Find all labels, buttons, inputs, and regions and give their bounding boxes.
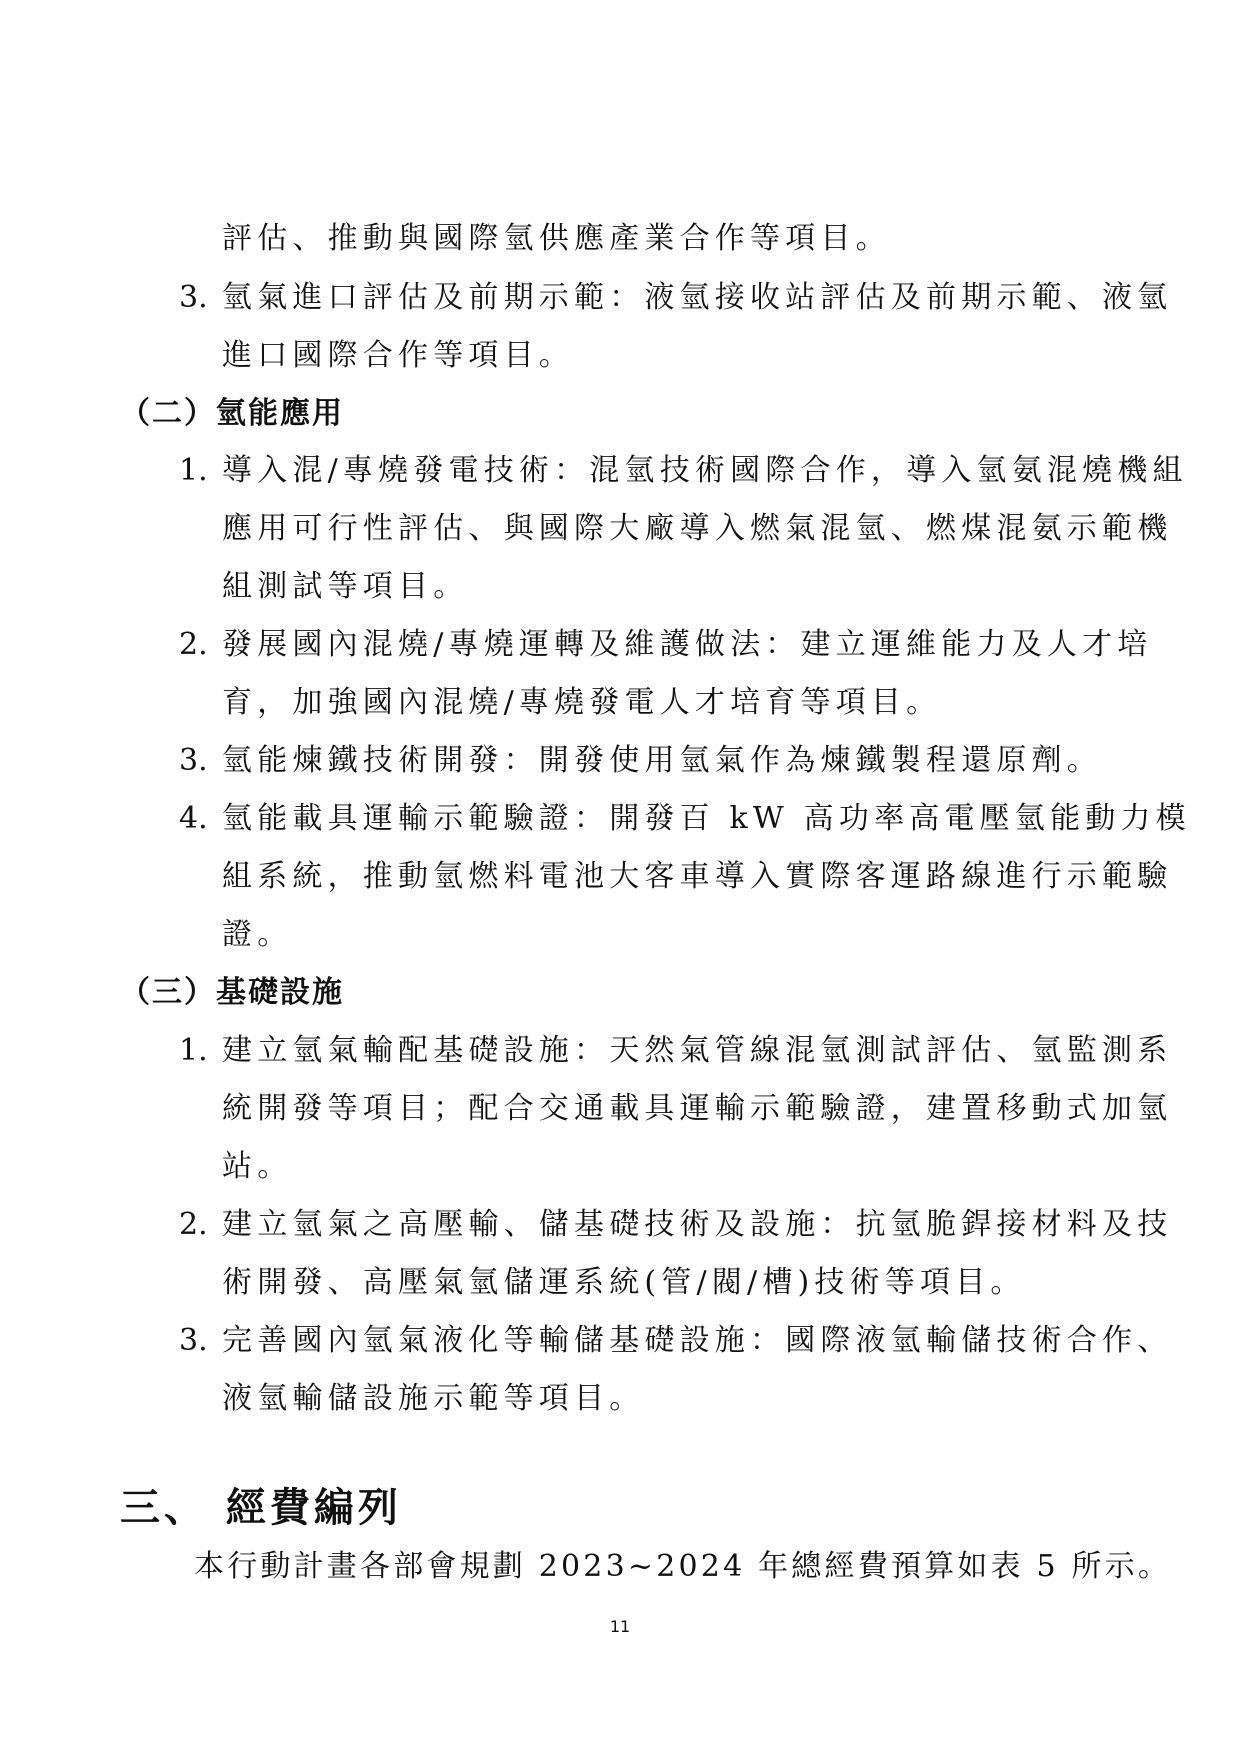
page-number: 11 <box>609 1617 631 1636</box>
list-item-text-line: 氫氣進口評估及前期示範：液氫接收站評估及前期示範、液氫 <box>222 280 1173 315</box>
list-item-text-line: 組測試等項目。 <box>222 569 469 604</box>
list-item-text-line: 氫能煉鐵技術開發：開發使用氫氣作為煉鐵製程還原劑。 <box>222 743 1102 778</box>
list-item-text-line: 導入混/專燒發電技術：混氫技術國際合作，導入氫氨混燒機組 <box>222 453 1188 488</box>
list-item-number: 4. <box>179 801 208 836</box>
list-item-text-line: 氫能載具運輸示範驗證：開發百 kW 高功率高電壓氫能動力模 <box>222 801 1191 836</box>
list-item-text-line: 育，加強國內混燒/專燒發電人才培育等項目。 <box>222 685 942 720</box>
list-item-text-line: 評估、推動與國際氫供應產業合作等項目。 <box>222 221 891 256</box>
list-item-text-line: 發展國內混燒/專燒運轉及維護做法：建立運維能力及人才培 <box>222 627 1153 662</box>
list-item-number: 1. <box>179 453 208 488</box>
list-item-number: 3. <box>179 1323 208 1358</box>
list-item-text-line: 進口國際合作等項目。 <box>222 338 574 373</box>
list-item-text-line: 站。 <box>222 1149 293 1184</box>
list-item-text-line: 完善國內氫氣液化等輸儲基礎設施：國際液氫輸儲技術合作、 <box>222 1323 1173 1358</box>
list-item-text-line: 建立氫氣之高壓輸、儲基礎技術及設施：抗氫脆銲接材料及技 <box>222 1207 1173 1242</box>
list-item-text-line: 應用可行性評估、與國際大廠導入燃氣混氫、燃煤混氨示範機 <box>222 511 1173 546</box>
list-item-number: 1. <box>179 1033 208 1068</box>
list-item-text-line: 術開發、高壓氣氫儲運系統(管/閥/槽)技術等項目。 <box>222 1265 1026 1300</box>
list-item-number: 3. <box>179 743 208 778</box>
section-heading: （三）基礎設施 <box>120 975 344 1010</box>
list-item-text-line: 液氫輸儲設施示範等項目。 <box>222 1381 645 1416</box>
list-item-number: 2. <box>179 1207 208 1242</box>
list-item-text-line: 證。 <box>222 917 293 952</box>
list-item-text-line: 統開發等項目；配合交通載具運輸示範驗證，建置移動式加氫 <box>222 1091 1173 1126</box>
list-item-number: 3. <box>179 280 208 315</box>
body-paragraph: 本行動計畫各部會規劃 2023~2024 年總經費預算如表 5 所示。 <box>194 1549 1172 1584</box>
list-item-text-line: 建立氫氣輸配基礎設施：天然氣管線混氫測試評估、氫監測系 <box>222 1033 1173 1068</box>
list-item-text-line: 組系統，推動氫燃料電池大客車導入實際客運路線進行示範驗 <box>222 859 1173 894</box>
list-item-number: 2. <box>179 627 208 662</box>
chapter-heading: 三、 經費編列 <box>120 1484 402 1531</box>
section-heading: （二）氫能應用 <box>120 396 344 431</box>
